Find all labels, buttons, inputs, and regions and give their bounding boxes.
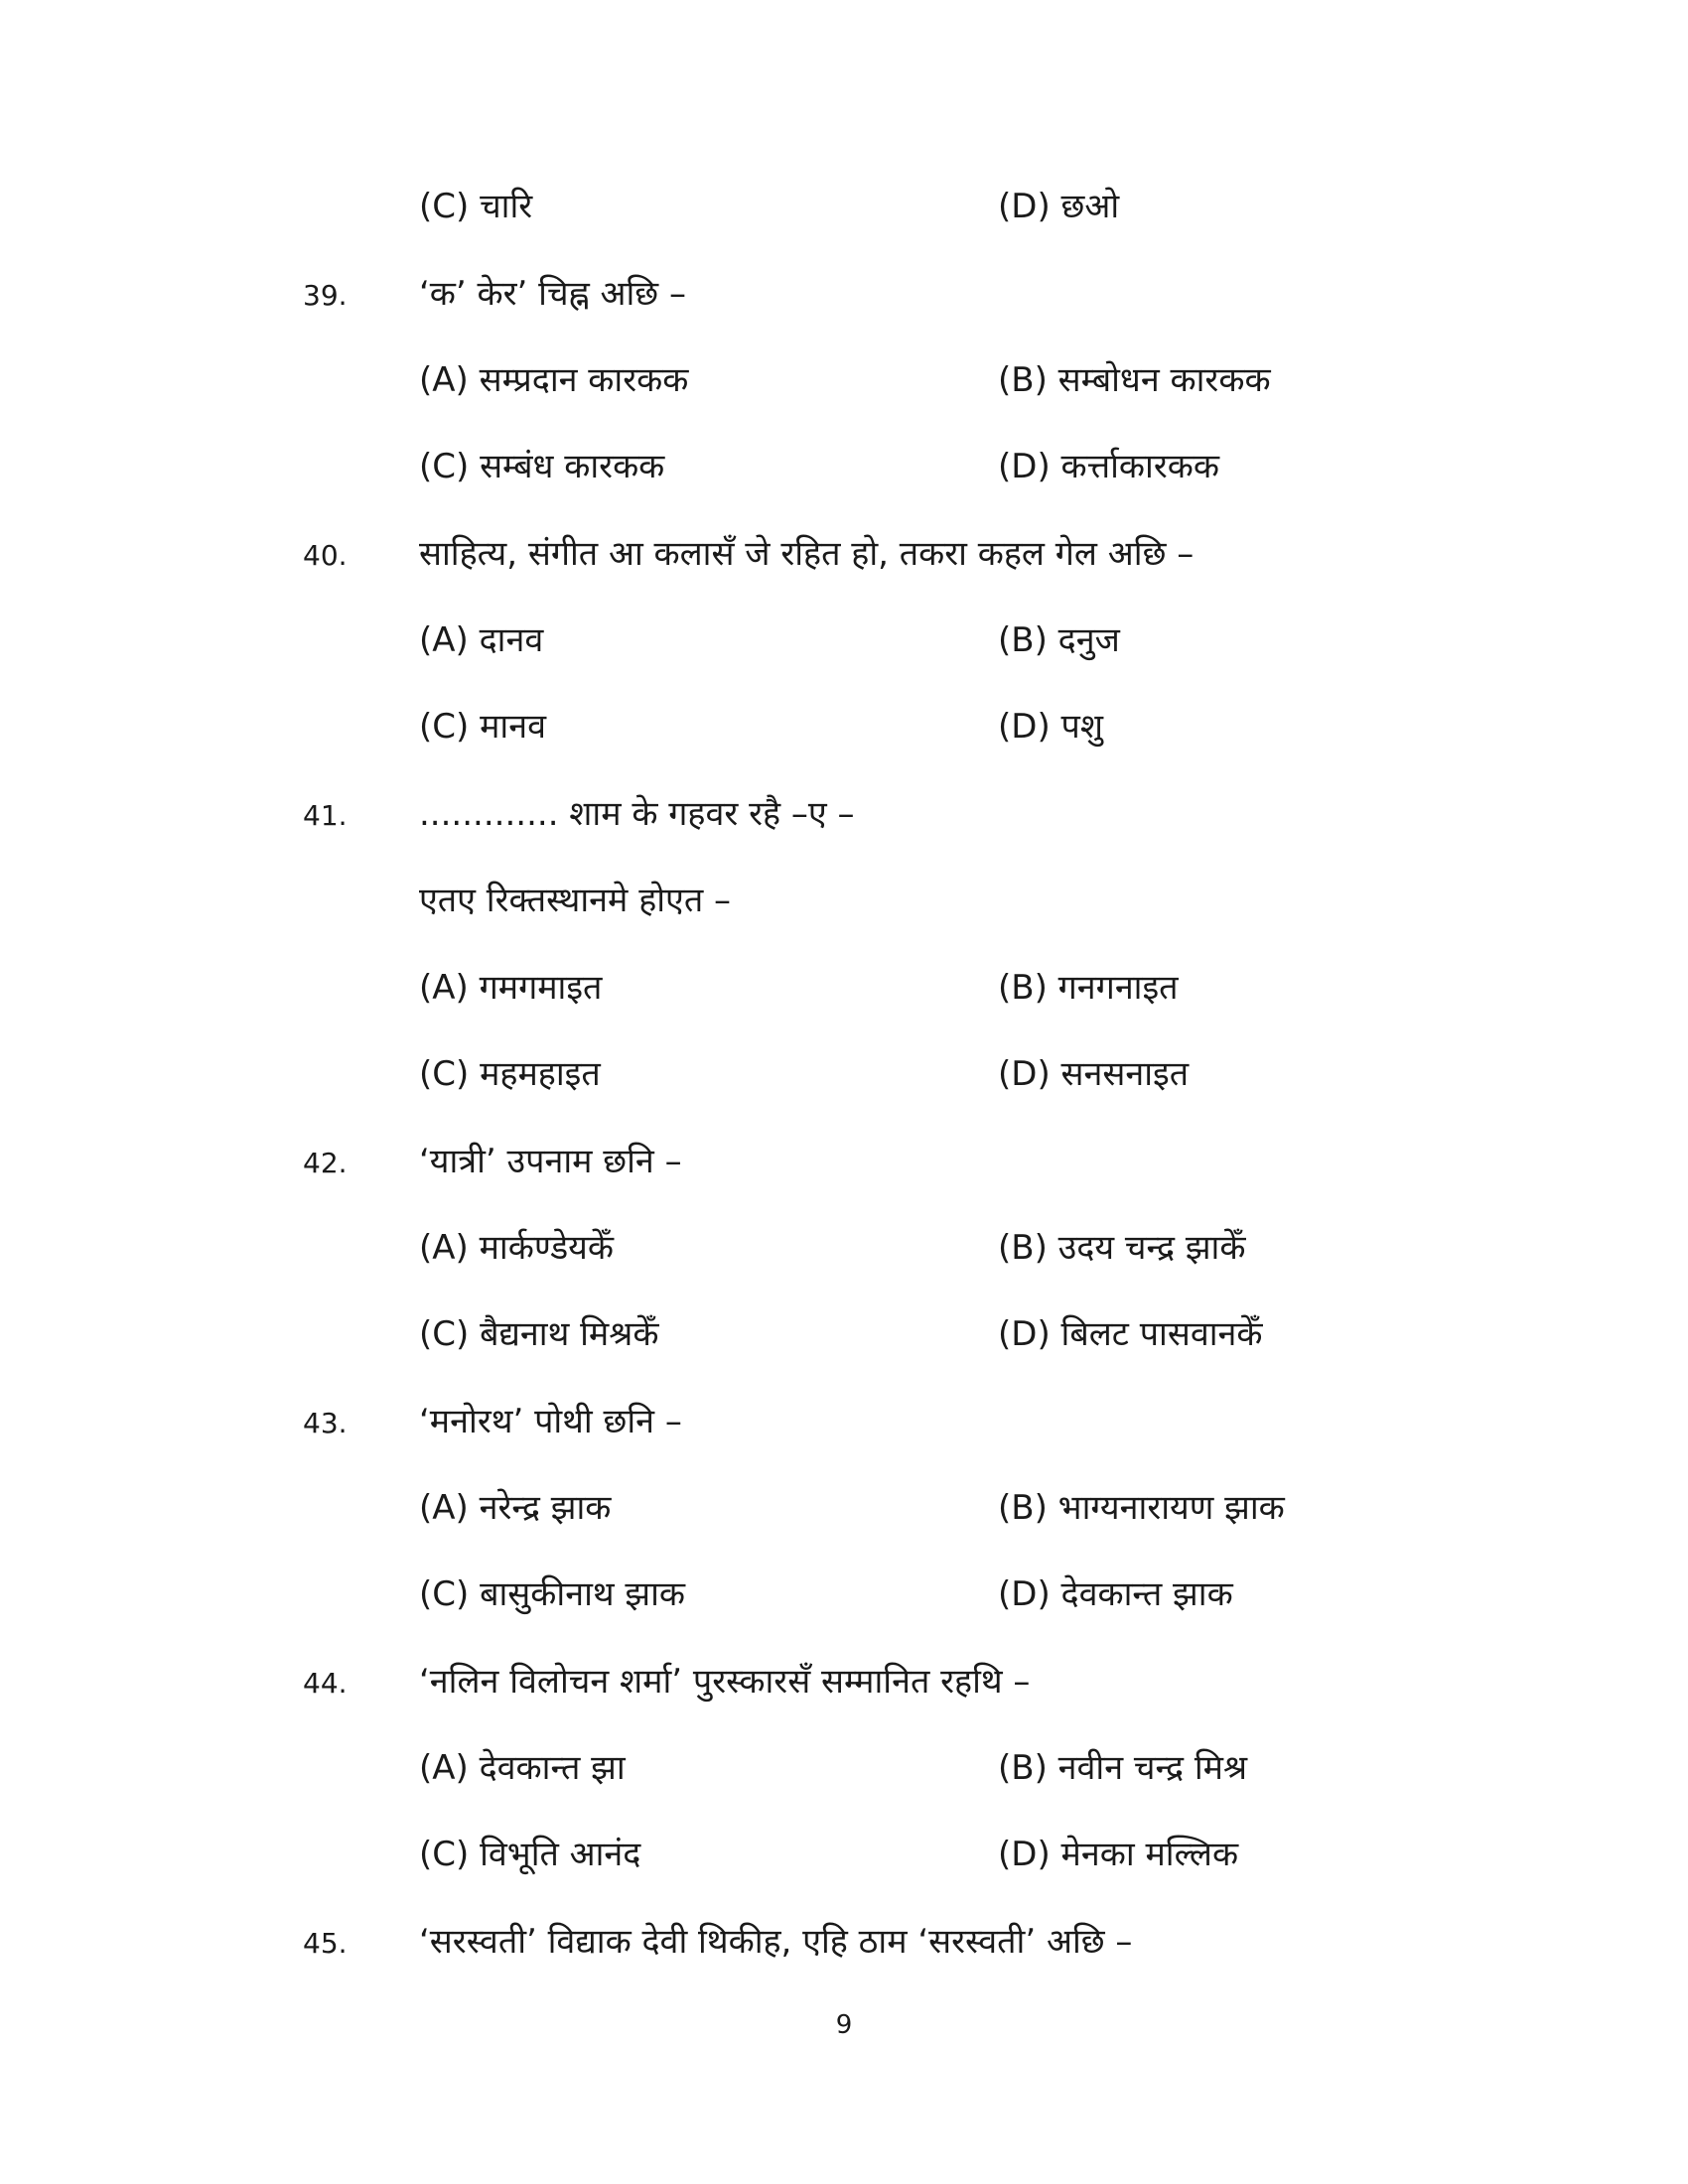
question-number: 42. xyxy=(303,1147,348,1179)
option-c: (C) सम्बंध कारकक xyxy=(419,447,665,486)
question-subtext: एतए रिक्तस्थानमे होएत – xyxy=(419,881,732,920)
option-b: (B) सम्बोधन कारकक xyxy=(998,360,1271,400)
question-text: ............. शाम के गहवर रहै –ए – xyxy=(419,794,855,834)
option-b: (B) उदय चन्द्र झाकेँ xyxy=(998,1228,1246,1268)
question-text: ‘क’ केर’ चिह्न अछि – xyxy=(419,274,686,314)
question-text: ‘सरस्वती’ विद्याक देवी थिकीह, एहि ठाम ‘सरस्वती’ अछि – xyxy=(419,1922,1133,1962)
option-d: (D) कर्त्ताकारकक xyxy=(998,447,1219,486)
question-number: 40. xyxy=(303,539,348,572)
question-number: 39. xyxy=(303,279,348,312)
option-a: (A) मार्कण्डेयकेँ xyxy=(419,1228,615,1268)
option-c: (C) विभूति आनंद xyxy=(419,1835,641,1874)
option-a: (A) दानव xyxy=(419,620,544,660)
option-d: (D) देवकान्त झाक xyxy=(998,1574,1233,1614)
option-b: (B) भाग्यनारायण झाक xyxy=(998,1488,1285,1528)
question-number: 44. xyxy=(303,1667,348,1700)
question-text: ‘मनोरथ’ पोथी छनि – xyxy=(419,1402,682,1441)
question-number: 43. xyxy=(303,1407,348,1439)
question-text: ‘नलिन विलोचन शर्मा’ पुरस्कारसँ सम्मानित रहथि – xyxy=(419,1662,1031,1702)
option-a: (A) सम्प्रदान कारकक xyxy=(419,360,689,400)
option-c: (C) मानव xyxy=(419,707,546,747)
question-number: 45. xyxy=(303,1927,348,1960)
option-c: (C) बासुकीनाथ झाक xyxy=(419,1574,686,1614)
option-d: (D) सनसनाइत xyxy=(998,1054,1190,1094)
question-number: 41. xyxy=(303,799,348,832)
page-number: 9 xyxy=(835,2010,853,2040)
option-a: (A) गमगमाइत xyxy=(419,968,603,1008)
option-d: (D) पशु xyxy=(998,707,1103,747)
option-b: (B) दनुज xyxy=(998,620,1120,660)
option-d: (D) मेनका मल्लिक xyxy=(998,1835,1239,1874)
option-c: (C) चारि xyxy=(419,187,533,226)
question-text: ‘यात्री’ उपनाम छनि – xyxy=(419,1142,682,1181)
option-a: (A) देवकान्त झा xyxy=(419,1748,626,1788)
option-d: (D) छओ xyxy=(998,187,1120,226)
question-text: साहित्य, संगीत आ कलासँ जे रहित हो, तकरा कहल गेल अछि – xyxy=(419,534,1195,574)
option-c: (C) बैद्यनाथ मिश्रकेँ xyxy=(419,1314,659,1354)
option-b: (B) गनगनाइत xyxy=(998,968,1179,1008)
option-a: (A) नरेन्द्र झाक xyxy=(419,1488,612,1528)
option-b: (B) नवीन चन्द्र मिश्र xyxy=(998,1748,1248,1788)
option-c: (C) महमहाइत xyxy=(419,1054,601,1094)
option-d: (D) बिलट पासवानकेँ xyxy=(998,1314,1263,1354)
